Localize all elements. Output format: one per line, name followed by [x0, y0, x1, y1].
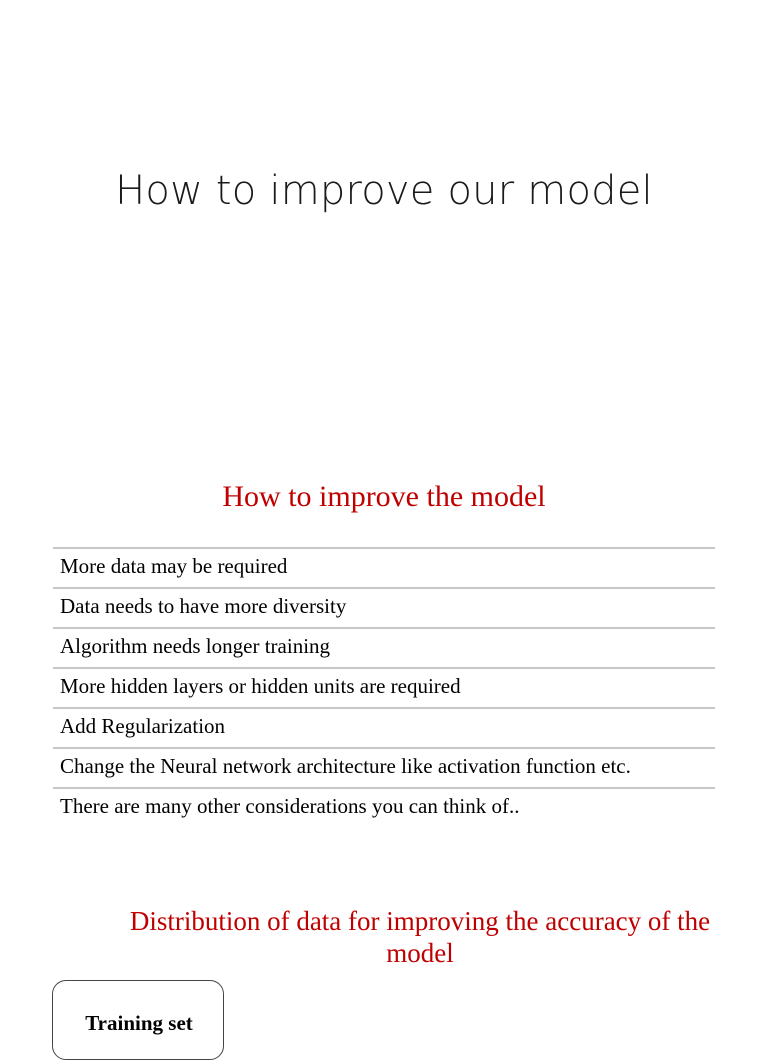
- section-heading: Distribution of data for improving the accuracy of the model: [129, 906, 711, 968]
- list-item: More hidden layers or hidden units are required: [53, 667, 715, 707]
- section-heading: How to improve the model: [222, 480, 546, 513]
- list-item: Data needs to have more diversity: [53, 587, 715, 627]
- list-item: More data may be required: [53, 547, 715, 587]
- list-item: Algorithm needs longer training: [53, 627, 715, 667]
- training-set-box: [52, 980, 224, 1060]
- improvement-list: [53, 547, 715, 827]
- list-item: Change the Neural network architecture like activation function etc.: [53, 747, 715, 787]
- list-item: Add Regularization: [53, 707, 715, 747]
- slide-title: How to improve our model: [115, 168, 653, 214]
- box-label: Training set: [85, 1011, 193, 1035]
- list-item: There are many other considerations you can think of..: [53, 787, 715, 827]
